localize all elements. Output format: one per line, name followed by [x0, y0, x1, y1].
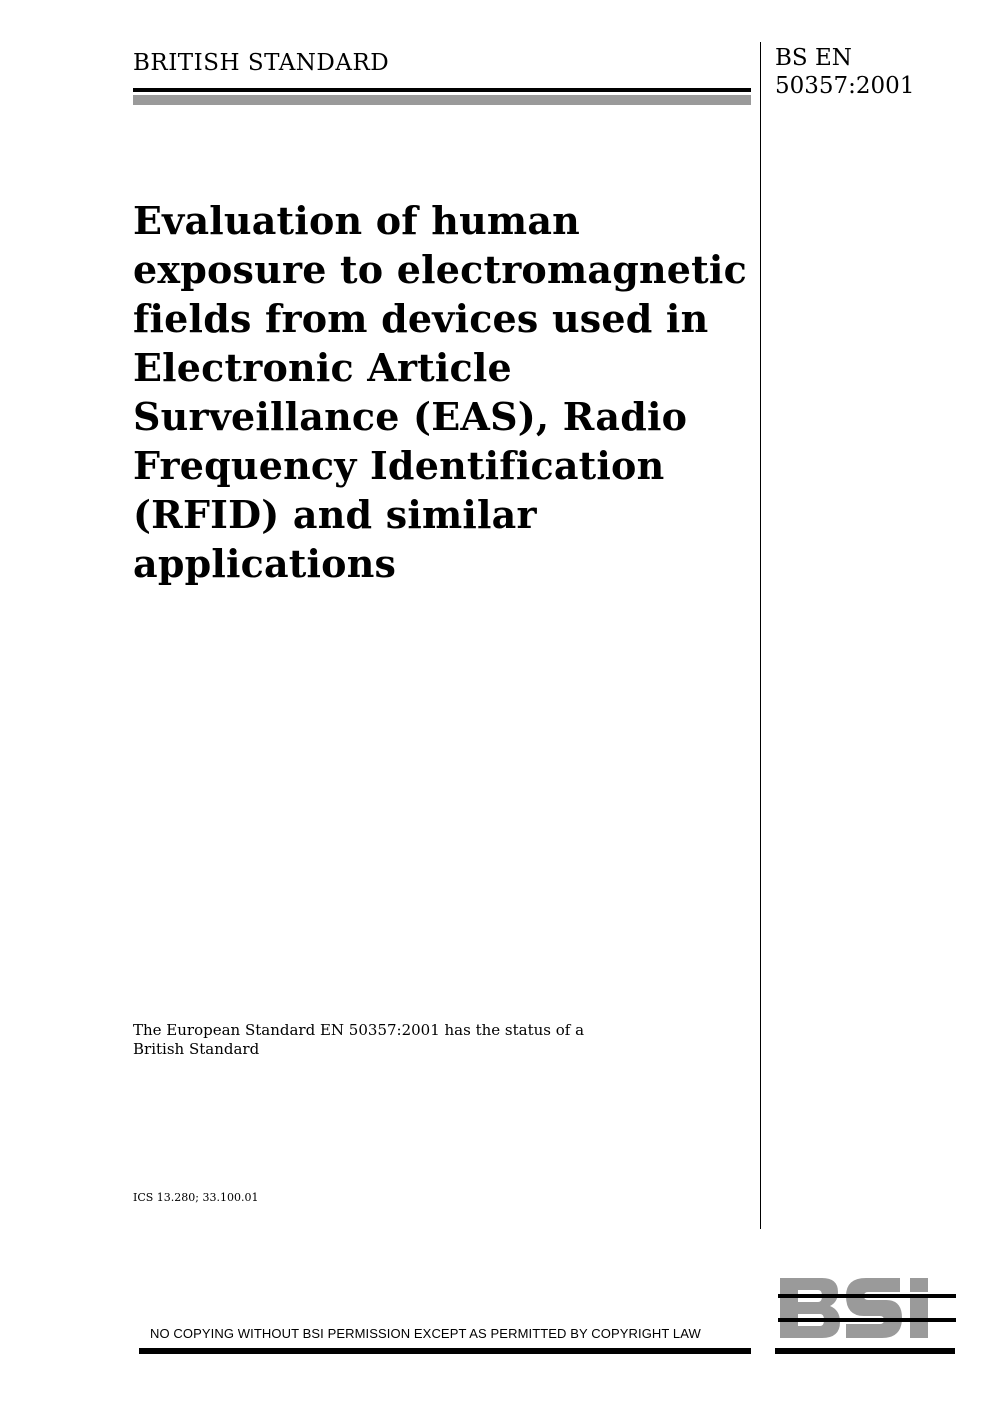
footer-rule	[139, 1348, 751, 1354]
ics-code: ICS 13.280; 33.100.01	[133, 1191, 259, 1204]
standard-number-line2: 50357:2001	[775, 73, 915, 99]
title-line: Frequency Identification	[133, 443, 665, 488]
status-note-line2: British Standard	[133, 1040, 260, 1058]
title-line: (RFID) and similar	[133, 492, 537, 537]
title-line: applications	[133, 541, 397, 586]
title-line: Evaluation of human	[133, 198, 580, 243]
series-label: BRITISH STANDARD	[133, 50, 390, 76]
document-title	[133, 196, 747, 588]
status-note-line1: The European Standard EN 50357:2001 has the status of a	[133, 1021, 585, 1039]
header-rule-black	[133, 88, 751, 92]
bsi-logo	[778, 1276, 956, 1342]
header-rule-grey	[133, 95, 751, 105]
title-line: exposure to electromagnetic	[133, 247, 747, 292]
footer-rule-right	[775, 1348, 955, 1354]
vertical-divider	[760, 42, 761, 1229]
copyright-notice: NO COPYING WITHOUT BSI PERMISSION EXCEPT AS PERMITTED BY COPYRIGHT LAW	[150, 1326, 701, 1341]
title-line: Surveillance (EAS), Radio	[133, 394, 688, 439]
standard-number	[775, 44, 914, 100]
standard-number-line1: BS EN	[775, 45, 852, 71]
title-line: Electronic Article	[133, 345, 512, 390]
title-line: fields from devices used in	[133, 296, 709, 341]
status-note	[133, 1021, 584, 1059]
